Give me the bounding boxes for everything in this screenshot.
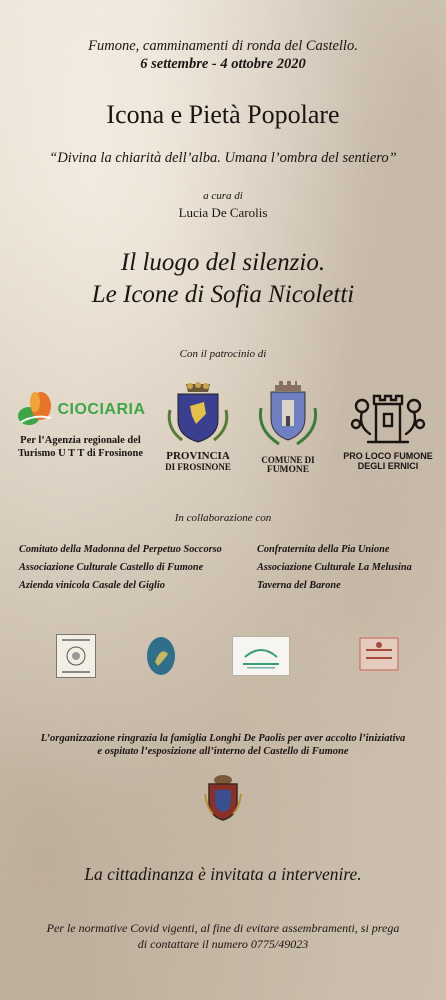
family-crest [203,772,243,822]
list-item: Taverna del Barone [257,580,341,591]
comune-label-1: COMUNE DI [261,455,315,465]
ciociaria-logo [8,385,153,435]
comune-label-2: FUMONE [266,465,310,475]
melusina-oval-icon [146,636,176,676]
covid-line-2: di contattare il numero 0775/49023 [137,937,309,951]
proloco-label-2: DEGLI ERNICI [357,461,419,471]
thanks-line-1: L’organizzazione ringrazia la famiglia Longhi De Paolis per aver accolto l’iniziativa [40,733,406,744]
proloco-logo-block [338,384,438,471]
venue-line: Fumone, camminamenti di ronda del Castello. [88,38,358,54]
comune-logo-block [253,378,323,475]
partner-logo-casale [232,636,290,676]
covid-note [0,920,446,952]
ciociaria-logo-block [8,385,153,460]
partner-logo-melusina [146,636,176,676]
partner-logo-taverna [358,636,400,672]
provincia-logo-block [160,380,236,473]
partner-logo-castello [56,634,96,678]
ciociaria-caption: Per l’Agenzia regionale del Turismo U T T di Frosinone [18,435,143,459]
covid-line-1: Per le normative Covid vigenti, al fine di evitare assembramenti, si prega [46,921,400,935]
proloco-tower-icon [338,384,438,446]
invitation: La cittadinanza è invitata a intervenire. [84,864,362,884]
list-item: Associazione Culturale Castello di Fumone [19,562,204,573]
provincia-label-1: PROVINCIA [166,450,230,462]
subtitle-line-1: Il luogo del silenzio. [120,249,326,276]
list-item: Associazione Culturale La Melusina [257,562,412,573]
curated-by-label: a cura di [203,190,243,202]
thanks-note [0,732,446,758]
casale-logo-icon [233,637,289,675]
castello-emblem-icon [57,635,95,677]
collaboration-right-list [257,541,412,595]
exhibition-title: Icona e Pietà Popolare [106,100,340,129]
provincia-crest-icon [160,380,236,446]
taverna-logo-icon [358,636,400,672]
family-crest-icon [203,772,243,822]
proloco-label-1: PRO LOCO FUMONE [343,451,433,461]
list-item: Comitato della Madonna del Perpetuo Soccorso [19,544,222,555]
comune-crest-icon [253,378,323,450]
collaboration-label: In collaborazione con [174,512,272,524]
provincia-label-2: DI FROSINONE [165,462,231,472]
dates-line: 6 settembre - 4 ottobre 2020 [140,56,306,72]
curator-name: Lucia De Carolis [178,205,268,220]
collaboration-left-list [19,541,222,595]
patronage-label: Con il patrocinio di [179,348,267,360]
exhibition-subtitle [0,247,446,311]
list-item: Azienda vinicola Casale del Giglio [19,580,165,591]
list-item: Confraternita della Pia Unione [257,544,390,555]
exhibition-quote: “Divina la chiarità dell’alba. Umana l’ombra del sentiero” [49,150,397,166]
thanks-line-2: e ospitato l’esposizione all’interno del Castello di Fumone [97,746,349,757]
subtitle-line-2: Le Icone di Sofia Nicoletti [91,281,355,308]
ciociaria-logo-text: CIOCIARIA [57,401,146,418]
ciociaria-mark-icon [15,388,55,432]
